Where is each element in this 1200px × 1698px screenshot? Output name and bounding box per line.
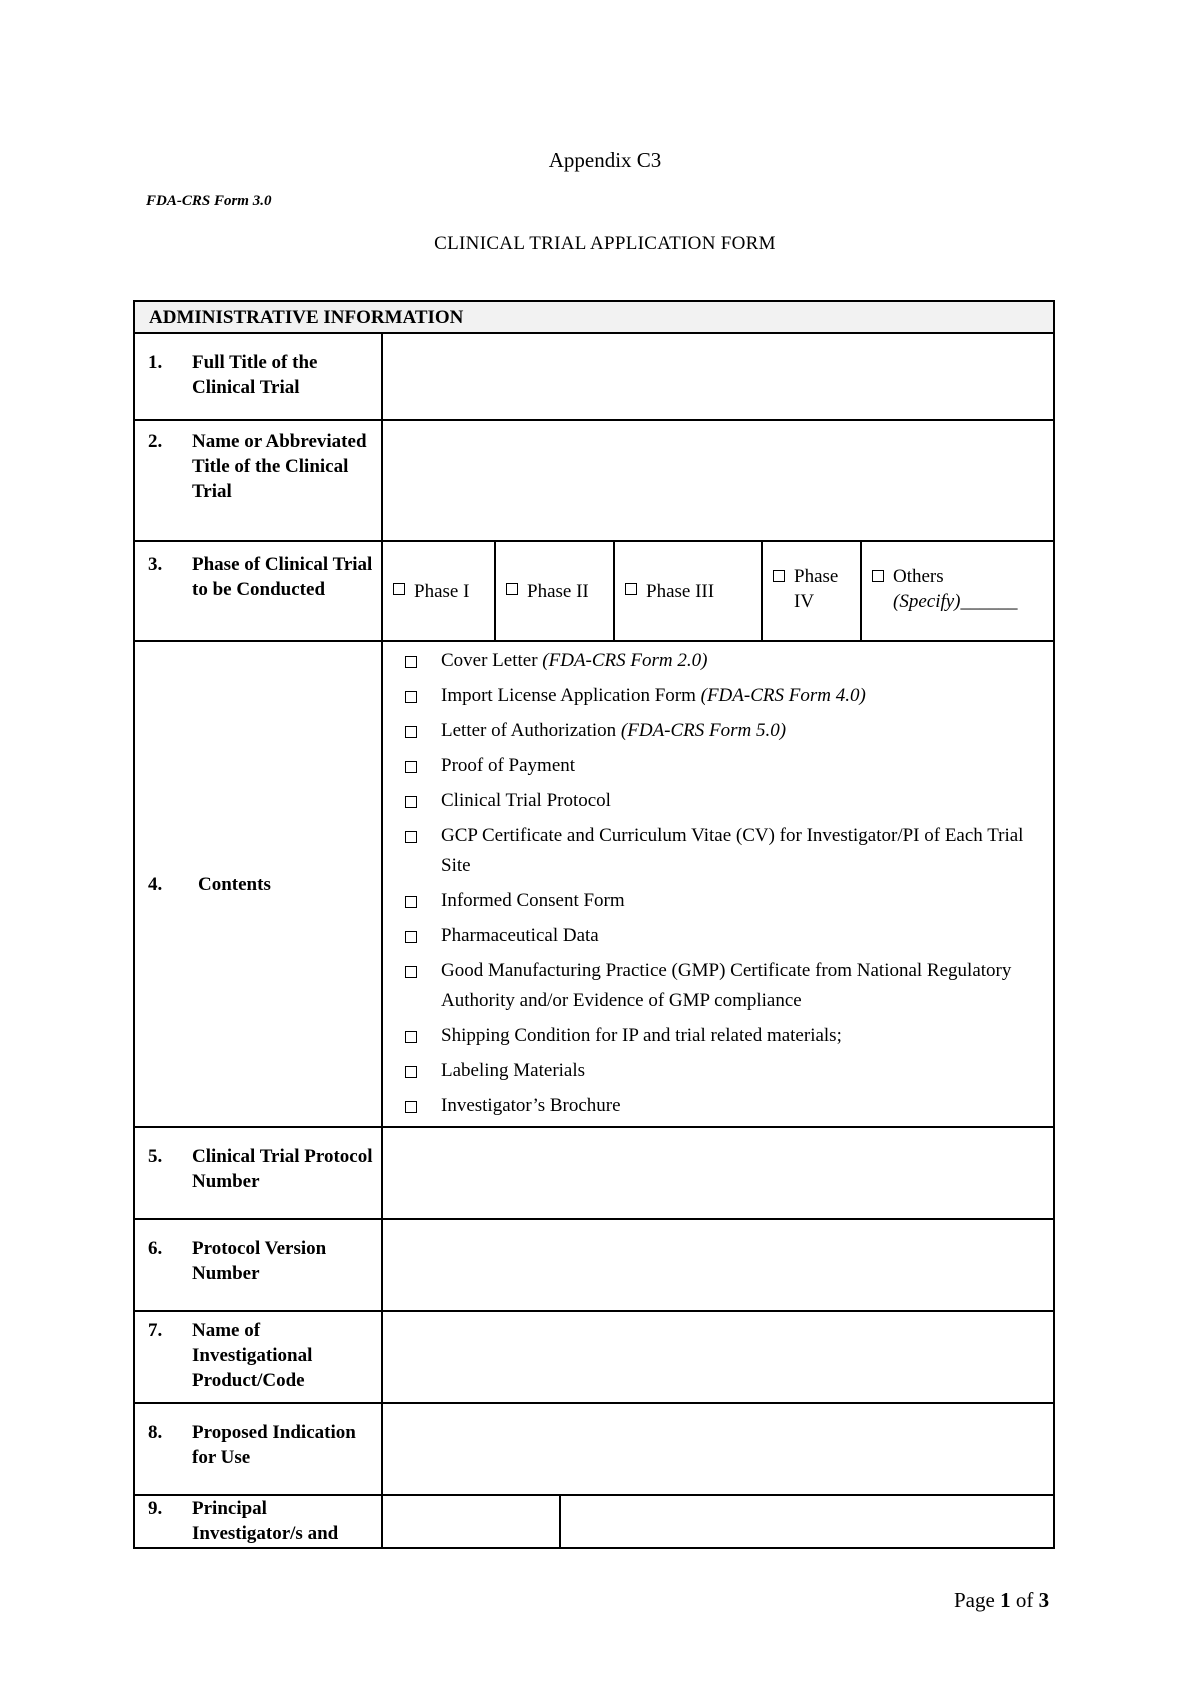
row-number: 2. (148, 431, 163, 452)
phase-label: Phase III (646, 580, 715, 602)
contents-checklist (383, 642, 1053, 1121)
form-row-investigational-product (134, 1311, 1054, 1403)
section-title: ADMINISTRATIVE INFORMATION (134, 301, 1054, 333)
item-form-ref: (FDA-CRS Form 4.0) (700, 685, 866, 706)
checklist-item[interactable] (405, 1056, 1041, 1086)
row-number: 8. (148, 1422, 163, 1443)
row-number: 7. (148, 1320, 163, 1341)
checklist-item[interactable] (405, 716, 1041, 746)
proposed-indication-field[interactable] (382, 1403, 1054, 1495)
form-title: CLINICAL TRIAL APPLICATION FORM (434, 233, 776, 254)
row-label (135, 1220, 381, 1286)
section-header-row (134, 301, 1054, 333)
checkbox-icon[interactable] (405, 1066, 417, 1078)
row-label-text: Proposed Indication for Use (192, 1422, 356, 1468)
abbreviated-title-field[interactable] (382, 420, 1054, 541)
page-number (954, 1588, 1049, 1613)
checklist-item[interactable] (405, 1091, 1041, 1121)
checkbox-icon[interactable] (405, 896, 417, 908)
row-label (135, 1404, 381, 1470)
investigator-subcell-1[interactable] (383, 1496, 561, 1547)
item-text: Pharmaceutical Data (441, 925, 599, 946)
row-number: 6. (148, 1238, 163, 1259)
page-current: 1 (1000, 1588, 1011, 1612)
checklist-item[interactable] (405, 956, 1041, 1016)
row-number: 3. (148, 554, 163, 575)
form-row-principal-investigator (134, 1495, 1054, 1548)
phase-option-3[interactable] (615, 542, 763, 640)
item-text: Informed Consent Form (441, 890, 625, 911)
form-row-phase (134, 541, 1054, 641)
investigator-subcells (383, 1496, 1053, 1547)
checkbox-icon[interactable] (393, 583, 405, 595)
item-text: Clinical Trial Protocol (441, 790, 611, 811)
form-row-proposed-indication (134, 1403, 1054, 1495)
checklist-item[interactable] (405, 921, 1041, 951)
page-word: Page (954, 1588, 1001, 1612)
phase-option-1[interactable] (383, 542, 496, 640)
phase-option-4[interactable] (763, 542, 862, 640)
item-text: Letter of Authorization (441, 720, 621, 741)
item-form-ref: (FDA-CRS Form 2.0) (542, 650, 708, 671)
item-form-ref: (FDA-CRS Form 5.0) (620, 720, 787, 741)
checkbox-icon[interactable] (872, 570, 884, 582)
item-text: GCP Certificate and Curriculum Vitae (CV) for Investigator/PI of Each Trial Site (441, 825, 1024, 876)
row-label (135, 421, 381, 504)
investigational-product-field[interactable] (382, 1311, 1054, 1403)
phase-label: Phase II (527, 580, 589, 602)
row-number: 5. (148, 1146, 163, 1167)
checkbox-icon[interactable] (405, 1031, 417, 1043)
phase-option-2[interactable] (496, 542, 615, 640)
row-label (135, 1312, 381, 1393)
row-label-text: Clinical Trial Protocol Number (192, 1146, 373, 1192)
checklist-item[interactable] (405, 751, 1041, 781)
page-total: 3 (1038, 1588, 1050, 1612)
phase-label: Others (893, 566, 944, 587)
page-of: of (1010, 1588, 1039, 1612)
appendix-title: Appendix C3 (548, 148, 662, 172)
phase-options (383, 542, 1053, 640)
item-text: Investigator’s Brochure (441, 1095, 621, 1116)
row-label (135, 1496, 381, 1546)
form-row-abbreviated-title (134, 420, 1054, 541)
checkbox-icon[interactable] (625, 583, 637, 595)
row-label-text: Name of Investigational Product/Code (192, 1320, 313, 1391)
protocol-version-field[interactable] (382, 1219, 1054, 1311)
row-label (135, 334, 381, 400)
row-label-text: Protocol Version Number (192, 1238, 327, 1284)
form-row-protocol-number (134, 1127, 1054, 1219)
checkbox-icon[interactable] (405, 691, 417, 703)
checkbox-icon[interactable] (405, 966, 417, 978)
checkbox-icon[interactable] (405, 931, 417, 943)
row-label-text: Name or Abbreviated Title of the Clinical Trial (192, 431, 367, 502)
item-text: Labeling Materials (441, 1060, 586, 1081)
checklist-item[interactable] (405, 821, 1041, 881)
item-text: Good Manufacturing Practice (GMP) Certificate from National Regulatory Authority and/or Evidence of GMP compliance (441, 960, 1012, 1011)
row-label (135, 542, 381, 602)
checkbox-icon[interactable] (405, 726, 417, 738)
item-text: Import License Application Form (441, 685, 701, 706)
row-label-text: Contents (198, 873, 271, 895)
checklist-item[interactable] (405, 786, 1041, 816)
form-number: FDA-CRS Form 3.0 (146, 193, 272, 209)
row-number: 1. (148, 352, 163, 373)
checklist-item[interactable] (405, 646, 1041, 676)
item-text: Proof of Payment (441, 755, 576, 776)
protocol-number-field[interactable] (382, 1127, 1054, 1219)
phase-specify-blank[interactable]: (Specify)______ (893, 591, 1018, 612)
checkbox-icon[interactable] (405, 796, 417, 808)
row-label-text: Principal Investigator/s and (192, 1498, 339, 1544)
row-label-text: Full Title of the Clinical Trial (192, 352, 318, 398)
item-text: Cover Letter (441, 650, 543, 671)
row-number: 4. (148, 873, 163, 895)
row-label (135, 1128, 381, 1194)
application-form-table (133, 300, 1055, 1549)
checkbox-icon[interactable] (405, 656, 417, 668)
form-row-full-title (134, 333, 1054, 420)
checklist-item[interactable] (405, 1021, 1041, 1051)
row-number: 9. (148, 1498, 163, 1519)
form-row-protocol-version (134, 1219, 1054, 1311)
checkbox-icon[interactable] (405, 831, 417, 843)
form-row-contents (134, 641, 1054, 1127)
row-label (135, 872, 381, 897)
checkbox-icon[interactable] (405, 761, 417, 773)
investigator-subcell-2[interactable] (561, 1496, 1053, 1547)
phase-option-others[interactable] (862, 542, 1053, 640)
checkbox-icon[interactable] (773, 570, 785, 582)
checkbox-icon[interactable] (506, 583, 518, 595)
item-text: Shipping Condition for IP and trial related materials; (441, 1025, 842, 1046)
phase-others-text (893, 564, 1018, 614)
phase-label: Phase IV (794, 566, 839, 612)
row-label-text: Phase of Clinical Trial to be Conducted (192, 554, 373, 600)
full-title-field[interactable] (382, 333, 1054, 420)
checkbox-icon[interactable] (405, 1101, 417, 1113)
checklist-item[interactable] (405, 886, 1041, 916)
phase-label: Phase I (414, 580, 470, 602)
checklist-item[interactable] (405, 681, 1041, 711)
